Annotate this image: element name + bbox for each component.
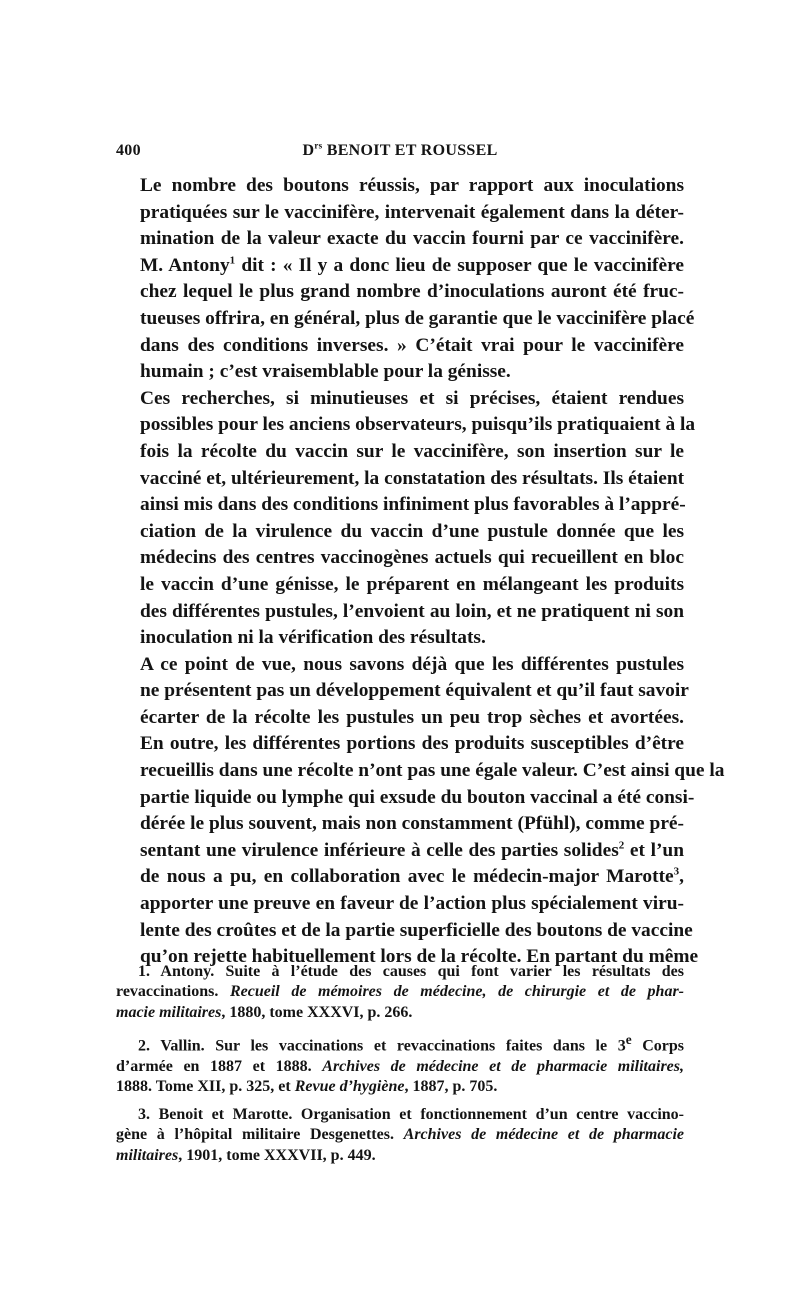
running-title-text: BENOIT ET ROUSSEL — [326, 142, 498, 159]
journal-title: Recueil de mémoires de médecine, de chirurgie et de phar- — [229, 983, 684, 1001]
footnote-2 — [116, 1030, 684, 1098]
footnote-line — [116, 1105, 684, 1125]
text-line: tueuses offrira, en général, plus de garantie que le vaccinifère placé — [140, 307, 695, 329]
text-line: écarter de la récolte les pustules un peu trop sèches et avortées. — [140, 706, 684, 728]
text-line: possibles pour les anciens observateurs, puisqu’ils pratiquaient à la — [140, 414, 696, 436]
text-fragment: d’armée en 1887 et 1888. — [116, 1057, 312, 1075]
footnote-line — [116, 1146, 684, 1166]
journal-title: militaires — [116, 1146, 179, 1164]
footnote-line — [116, 982, 684, 1002]
journal-title: Archives de médecine et de pharmacie militaires, — [322, 1057, 684, 1075]
footnote-number: 3. — [138, 1105, 150, 1123]
footnote-number: 1. — [138, 963, 150, 980]
text-fragment: 1888. Tome XII, p. 325, et — [116, 1078, 291, 1096]
ordinal-sup: e — [625, 1032, 632, 1048]
footnote-line — [116, 1077, 684, 1097]
text-line: des différentes pustules, l’envoient au loin, et ne pratiquent ni son — [140, 600, 684, 622]
text-line: fois la récolte du vaccin sur le vaccinifère, son insertion sur le — [140, 440, 684, 462]
text-line: pratiquées sur le vaccinifère, intervenait également dans la déter- — [140, 201, 684, 223]
text-fragment: , 1887, p. 705. — [404, 1078, 498, 1096]
journal-title: Revue d’hygiène — [294, 1078, 405, 1096]
footnote-line — [116, 1030, 684, 1057]
text-fragment: revaccinations. — [116, 983, 219, 1001]
footnote-3 — [116, 1105, 684, 1166]
text-fragment: , 1901, tome XXXVII, p. 449. — [178, 1146, 376, 1164]
running-title-sup: rs — [314, 140, 323, 151]
text-line: apporter une preuve en faveur de l’action plus spécialement viru- — [140, 893, 684, 915]
footnote-number: 2. — [138, 1037, 150, 1055]
footnote-line — [116, 1003, 684, 1023]
footnote-line — [116, 1057, 684, 1077]
text-fragment: M. Antony — [140, 254, 230, 276]
text-line: qu’on rejette habituellement lors de la récolte. En partant du même — [140, 946, 699, 968]
text-fragment: dit : « Il y a donc lieu de supposer que le vaccinifère — [235, 254, 684, 276]
text-fragment: et l’un — [624, 839, 684, 861]
footnote-ref-1: 1 — [229, 254, 236, 267]
text-line: Ces recherches, si minutieuses et si précises, étaient rendues — [140, 387, 684, 409]
footnotes — [116, 962, 684, 1173]
text-fragment: Vallin. Sur les vaccinations et revaccinations faites dans le 3 — [160, 1037, 626, 1055]
text-fragment: Corps — [642, 1037, 685, 1055]
text-line: lente des croûtes et de la partie superficielle des boutons de vaccine — [140, 919, 693, 941]
paragraph-1 — [116, 173, 695, 386]
footnote-ref-3: 3 — [673, 865, 680, 878]
page-number: 400 — [116, 142, 141, 159]
text-fragment: , — [679, 866, 684, 888]
running-title-prefix: D — [302, 142, 315, 159]
paragraph-3 — [116, 652, 725, 971]
text-line: A ce point de vue, nous savons déjà que les différentes pustules — [140, 653, 684, 675]
text-line: partie liquide ou lymphe qui exsude du bouton vaccinal a été consi- — [140, 786, 695, 808]
text-line: chez lequel le plus grand nombre d’inoculations auront été fruc- — [140, 281, 684, 303]
text-line — [116, 253, 684, 280]
text-line: humain ; c’est vraisemblable pour la génisse. — [140, 361, 511, 383]
text-line: mination de la valeur exacte du vaccin fourni par ce vaccinifère. — [140, 228, 684, 250]
footnote-line — [116, 1125, 684, 1145]
footnote-1 — [116, 962, 684, 1023]
text-fragment: Benoit et Marotte. Organisation et fonctionnement d’un centre vaccino- — [158, 1105, 684, 1123]
text-line: ne présentent pas un développement équivalent et qu’il faut savoir — [140, 680, 689, 702]
text-fragment: Antony. Suite à l’étude des causes qui font varier les résultats des — [160, 963, 684, 980]
journal-title: Archives de médecine et de pharmacie — [403, 1126, 684, 1144]
text-line: dérée le plus souvent, mais non constamment (Pfühl), comme pré- — [140, 813, 684, 835]
text-line: inoculation ni la vérification des résultats. — [140, 627, 486, 649]
text-line: recueillis dans une récolte n’ont pas une égale valeur. C’est ainsi que la — [140, 760, 725, 782]
text-line: le vaccin d’une génisse, le préparent en mélangeant les produits — [140, 573, 684, 595]
text-line: ainsi mis dans des conditions infiniment plus favorables à l’appré- — [140, 494, 686, 516]
text-fragment: sentant une virulence inférieure à celle des parties solides — [140, 839, 619, 861]
text-line: vacciné et, ultérieurement, la constatation des résultats. Ils étaient — [140, 467, 685, 489]
running-header — [116, 142, 684, 164]
text-line: ciation de la virulence du vaccin d’une pustule donnée que les — [140, 520, 684, 542]
journal-title: macie militaires — [116, 1003, 222, 1021]
text-line — [116, 838, 684, 865]
main-text — [116, 173, 725, 971]
text-fragment: de nous a pu, en collaboration avec le médecin-major Marotte — [140, 866, 674, 888]
running-title — [116, 142, 684, 160]
text-line: En outre, les différentes portions des produits susceptibles d’être — [140, 733, 684, 755]
footnote-line — [116, 962, 684, 982]
text-fragment: , 1880, tome XXXVI, p. 266. — [221, 1003, 413, 1021]
text-line: médecins des centres vaccinogènes actuels qui recueillent en bloc — [140, 547, 684, 569]
text-fragment: gène à l’hôpital militaire Desgenettes. — [116, 1126, 394, 1144]
paragraph-2 — [116, 386, 696, 652]
text-line — [116, 864, 684, 891]
text-line: Le nombre des boutons réussis, par rapport aux inoculations — [140, 175, 684, 196]
footnote-ref-2: 2 — [618, 839, 625, 852]
text-line: dans des conditions inverses. » C’était vrai pour le vaccinifère — [140, 334, 684, 356]
